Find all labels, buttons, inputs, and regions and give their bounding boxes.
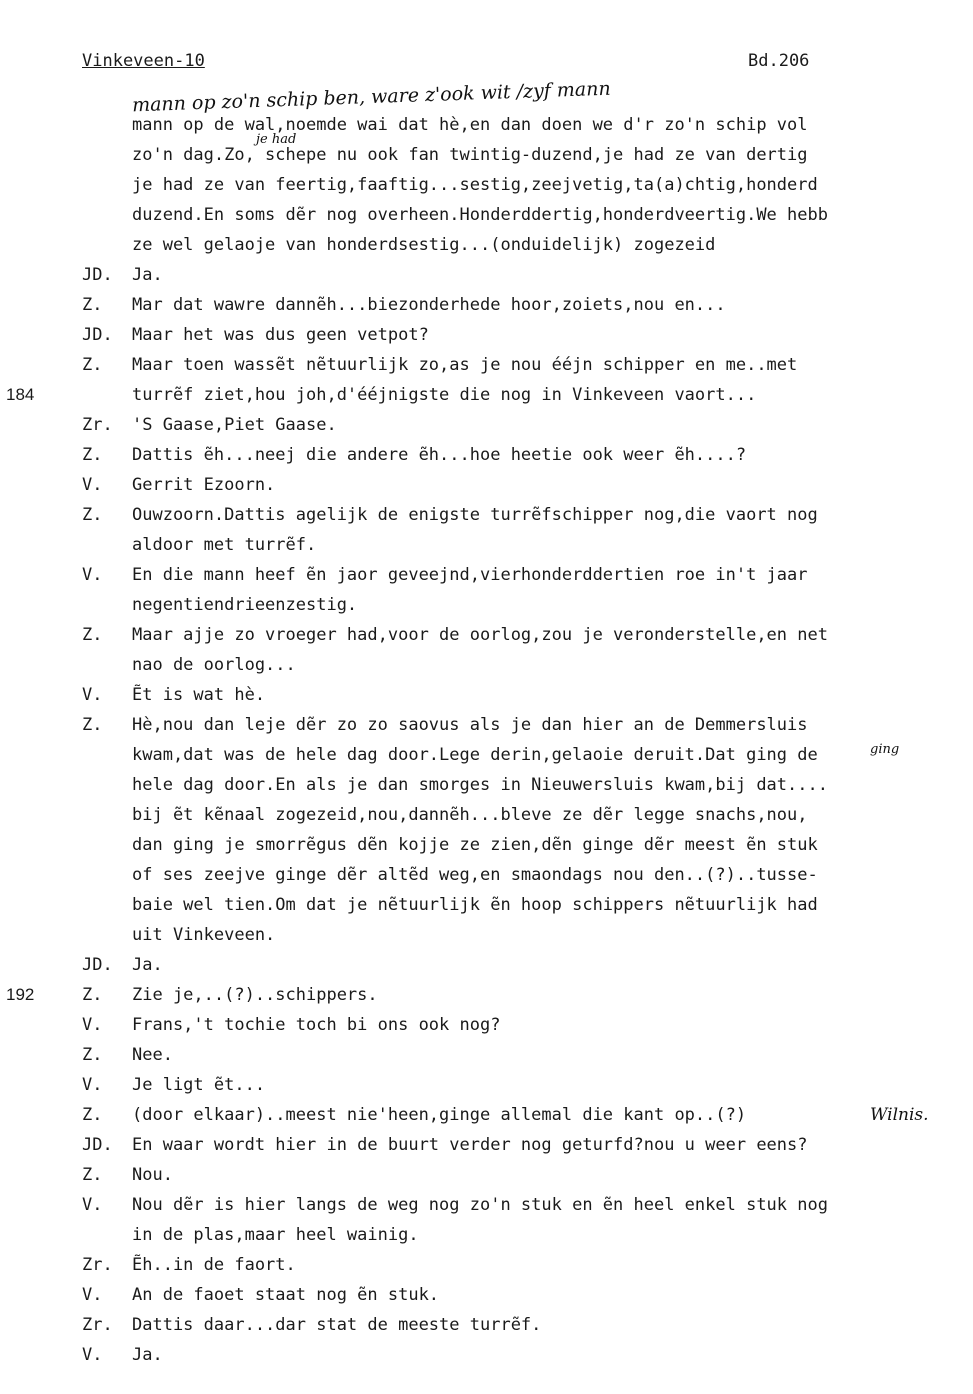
utterance-text: An de faoet staat nog ẽn stuk.	[132, 1285, 440, 1305]
utterance-text: uit Vinkeveen.	[132, 925, 276, 945]
transcript-line	[0, 410, 973, 440]
utterance-text: En die mann heef ẽn jaor geveejnd,vierhonderddertien roe in't jaar	[132, 565, 808, 585]
utterance-text: Dattis daar...dar stat de meeste turrẽf.	[132, 1315, 542, 1335]
transcript-line	[0, 230, 973, 260]
transcript-line	[0, 440, 973, 470]
transcript-body	[0, 110, 973, 1370]
transcript-line	[0, 980, 973, 1010]
transcript-line	[0, 650, 973, 680]
utterance-text: kwam,dat was de hele dag door.Lege derin,gelaoie deruit.Dat ging de	[132, 745, 818, 765]
utterance-text: dan ging je smorrẽgus dẽn kojje ze zien,dẽn ginge dẽr meest ẽn stuk	[132, 835, 818, 855]
handwritten-ging: ging	[870, 742, 900, 757]
transcript-line	[0, 1160, 973, 1190]
utterance-text: Zie je,..(?)..schippers.	[132, 985, 378, 1005]
speaker-label: V.	[82, 1285, 103, 1305]
utterance-text: Nee.	[132, 1045, 173, 1065]
transcript-line	[0, 1280, 973, 1310]
transcript-line	[0, 1190, 973, 1220]
utterance-text: Ouwzoorn.Dattis agelijk de enigste turrẽfschipper nog,die vaort nog	[132, 505, 818, 525]
handwritten-je-had: je had	[256, 132, 297, 147]
speaker-label: V.	[82, 1195, 103, 1215]
transcript-line	[0, 1340, 973, 1370]
utterance-text: duzend.En soms dẽr nog overheen.Honderddertig,honderdveertig.We hebb	[132, 205, 828, 225]
utterance-text: ze wel gelaoje van honderdsestig...(onduidelijk) zogezeid	[132, 235, 716, 255]
utterance-text: Maar het was dus geen vetpot?	[132, 325, 429, 345]
utterance-text: je had ze van feertig,faaftig...sestig,zeejvetig,ta(a)chtig,honderd	[132, 175, 818, 195]
utterance-text: baie wel tien.Om dat je nẽtuurlijk ẽn hoop schippers nẽtuurlijk had	[132, 895, 818, 915]
transcript-line	[0, 1010, 973, 1040]
transcript-line	[0, 260, 973, 290]
utterance-text: Ja.	[132, 265, 163, 285]
speaker-label: Z.	[82, 1165, 103, 1185]
handwritten-wilnis: Wilnis.	[870, 1105, 929, 1125]
speaker-label: JD.	[82, 1135, 113, 1155]
transcript-line	[0, 590, 973, 620]
transcript-line	[0, 830, 973, 860]
transcript-line	[0, 530, 973, 560]
utterance-text: hele dag door.En als je dan smorges in Nieuwersluis kwam,bij dat....	[132, 775, 828, 795]
utterance-text: Dattis ẽh...neej die andere ẽh...hoe heetie ook weer ẽh....?	[132, 445, 747, 465]
transcript-line	[0, 860, 973, 890]
speaker-label: Zr.	[82, 1255, 113, 1275]
utterance-text: Je ligt ẽt...	[132, 1075, 266, 1095]
utterance-text: Gerrit Ezoorn.	[132, 475, 276, 495]
speaker-label: V.	[82, 1015, 103, 1035]
transcript-line	[0, 470, 973, 500]
transcript-line	[0, 200, 973, 230]
transcript-line	[0, 1310, 973, 1340]
speaker-label: V.	[82, 1345, 103, 1365]
transcript-line	[0, 380, 973, 410]
transcript-line	[0, 740, 973, 770]
transcript-line	[0, 1100, 973, 1130]
transcript-line	[0, 1250, 973, 1280]
speaker-label: Z.	[82, 295, 103, 315]
transcript-line	[0, 290, 973, 320]
utterance-text: Mar dat wawre dannẽh...biezonderhede hoor,zoiets,nou en...	[132, 295, 726, 315]
speaker-label: JD.	[82, 265, 113, 285]
speaker-label: Zr.	[82, 415, 113, 435]
utterance-text: Ja.	[132, 1345, 163, 1365]
utterance-text: Maar ajje zo vroeger had,voor de oorlog,zou je veronderstelle,en net	[132, 625, 828, 645]
utterance-text: Nou dẽr is hier langs de weg nog zo'n stuk en ẽn heel enkel stuk nog	[132, 1195, 828, 1215]
transcript-line	[0, 920, 973, 950]
speaker-label: V.	[82, 685, 103, 705]
speaker-label: V.	[82, 565, 103, 585]
transcript-line	[0, 620, 973, 650]
transcript-line	[0, 320, 973, 350]
speaker-label: JD.	[82, 325, 113, 345]
speaker-label: Z.	[82, 1105, 103, 1125]
transcript-line	[0, 710, 973, 740]
transcript-line	[0, 110, 973, 140]
margin-line-number: 192	[6, 985, 35, 1004]
transcript-line	[0, 1130, 973, 1160]
transcript-line	[0, 170, 973, 200]
utterance-text: bij ẽt kẽnaal zogezeid,nou,dannẽh...bleve ze dẽr legge snachs,nou,	[132, 805, 808, 825]
speaker-label: V.	[82, 475, 103, 495]
utterance-text: Ẽt is wat hè.	[132, 685, 266, 705]
speaker-label: Z.	[82, 1045, 103, 1065]
transcript-line	[0, 770, 973, 800]
utterance-text: Hè,nou dan leje dẽr zo zo saovus als je dan hier an de Demmersluis	[132, 715, 808, 735]
transcript-line	[0, 950, 973, 980]
speaker-label: Z.	[82, 985, 103, 1005]
utterance-text: mann op de wal,noemde wai dat hè,en dan doen we d'r zo'n schip vol	[132, 115, 808, 135]
utterance-text: En waar wordt hier in de buurt verder nog geturfd?nou u weer eens?	[132, 1135, 808, 1155]
speaker-label: Z.	[82, 355, 103, 375]
utterance-text: Maar toen wassẽt nẽtuurlijk zo,as je nou ééjn schipper en me..met	[132, 355, 798, 375]
transcript-line	[0, 500, 973, 530]
speaker-label: Z.	[82, 715, 103, 735]
utterance-text: zo'n dag.Zo, schepe nu ook fan twintig-duzend,je had ze van dertig	[132, 145, 808, 165]
utterance-text: Ẽh..in de faort.	[132, 1255, 296, 1275]
speaker-label: Z.	[82, 625, 103, 645]
speaker-label: JD.	[82, 955, 113, 975]
transcript-line	[0, 140, 973, 170]
speaker-label: V.	[82, 1075, 103, 1095]
transcript-line	[0, 560, 973, 590]
transcript-line	[0, 1040, 973, 1070]
transcript-line	[0, 890, 973, 920]
transcript-line	[0, 800, 973, 830]
margin-line-number: 184	[6, 385, 35, 404]
header-left: Vinkeveen-10	[82, 51, 205, 71]
speaker-label: Zr.	[82, 1315, 113, 1335]
utterance-text: in de plas,maar heel wainig.	[132, 1225, 419, 1245]
utterance-text: Frans,'t tochie toch bi ons ook nog?	[132, 1015, 501, 1035]
utterance-text: aldoor met turrẽf.	[132, 535, 317, 555]
speaker-label: Z.	[82, 505, 103, 525]
transcript-line	[0, 1070, 973, 1100]
header-right: Bd.206	[748, 51, 810, 71]
speaker-label: Z.	[82, 445, 103, 465]
utterance-text: nao de oorlog...	[132, 655, 296, 675]
utterance-text: (door elkaar)..meest nie'heen,ginge allemal die kant op..(?)	[132, 1105, 747, 1125]
handwritten-top-note: mann op zo'n schip ben, ware z'ook wit /zyf mann	[131, 77, 611, 117]
utterance-text: negentiendrieenzestig.	[132, 595, 358, 615]
utterance-text: of ses zeejve ginge dẽr altẽd weg,en smaondags nou den..(?)..tusse-	[132, 865, 818, 885]
utterance-text: Ja.	[132, 955, 163, 975]
transcript-line	[0, 1220, 973, 1250]
utterance-text: 'S Gaase,Piet Gaase.	[132, 415, 337, 435]
transcript-line	[0, 350, 973, 380]
utterance-text: Nou.	[132, 1165, 173, 1185]
utterance-text: turrẽf ziet,hou joh,d'ééjnigste die nog in Vinkeveen vaort...	[132, 385, 757, 405]
transcript-line	[0, 680, 973, 710]
